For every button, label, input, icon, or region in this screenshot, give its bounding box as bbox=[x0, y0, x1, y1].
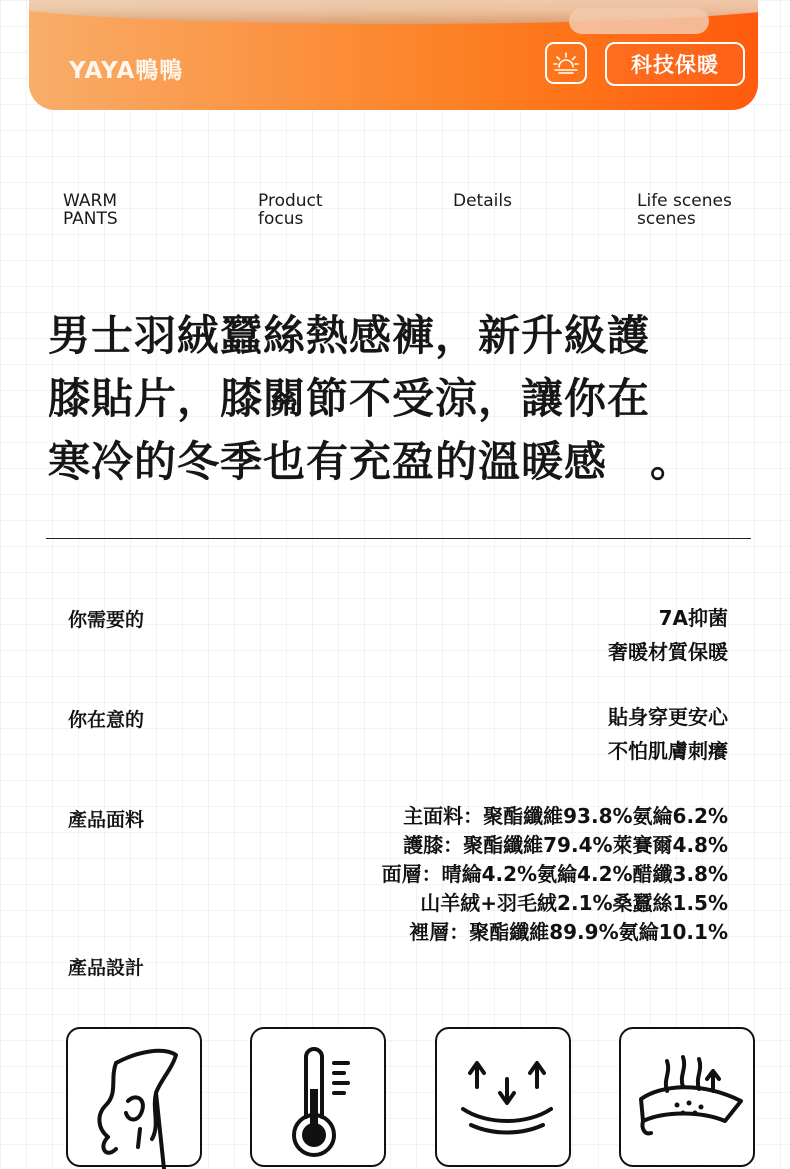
spec-value-line: 不怕肌膚刺癢 bbox=[608, 739, 728, 763]
hero-banner bbox=[29, 0, 758, 110]
nav-label: Details bbox=[453, 191, 512, 211]
spec-value-line: 山羊絨+羽毛絨2.1%桑蠶絲1.5% bbox=[420, 891, 728, 915]
nav-item-warm-pants[interactable] bbox=[63, 192, 118, 228]
spec-value-line: 裡層：聚酯纖維89.9%氨綸10.1% bbox=[409, 920, 728, 944]
breathable-arrows-icon bbox=[435, 1027, 571, 1167]
spec-label-design: 產品設計 bbox=[68, 957, 145, 979]
headline-line: 男士羽絨蠶絲熱感褲，新升級護 bbox=[48, 311, 651, 360]
section-divider bbox=[46, 538, 751, 539]
spec-value-line: 主面料：聚酯纖維93.8%氨綸6.2% bbox=[403, 804, 728, 828]
spec-value-line: 面層：晴綸4.2%氨綸4.2%醋纖3.8% bbox=[381, 862, 728, 886]
nav-item-details[interactable] bbox=[453, 192, 512, 210]
product-headline bbox=[48, 304, 768, 493]
spec-value-care bbox=[608, 703, 728, 766]
nav-label: focus bbox=[258, 209, 304, 229]
nav-label: scenes bbox=[637, 209, 696, 229]
spec-value-fabric bbox=[382, 802, 728, 947]
spec-value-line: 貼身穿更安心 bbox=[608, 705, 728, 729]
nav-label: Life scenes bbox=[637, 191, 732, 211]
nav-item-life-scenes[interactable] bbox=[637, 192, 732, 228]
spec-value-line: 7A抑菌 bbox=[658, 606, 728, 630]
headline-line: 寒冷的冬季也有充盈的溫暖感 。 bbox=[48, 437, 694, 486]
spec-value-line: 護膝：聚酯纖維79.4%萊賽爾4.8% bbox=[403, 833, 728, 857]
spec-label-fabric: 產品面料 bbox=[68, 809, 145, 831]
nav-item-product-focus[interactable] bbox=[258, 192, 323, 228]
knee-icon bbox=[66, 1027, 202, 1167]
headline-line: 膝貼片，膝關節不受涼，讓你在 bbox=[48, 374, 651, 423]
banner-feet-image bbox=[569, 8, 709, 34]
spec-label-need: 你需要的 bbox=[68, 609, 145, 631]
spec-value-need bbox=[608, 604, 728, 667]
brand-logo: YAYA鴨鴨 bbox=[69, 58, 184, 84]
nav-label: PANTS bbox=[63, 209, 118, 229]
layered-fabric-icon bbox=[619, 1027, 755, 1167]
spec-label-care: 你在意的 bbox=[68, 709, 145, 731]
thermometer-icon bbox=[250, 1027, 386, 1167]
tech-warmth-badge: 科技保暖 bbox=[605, 42, 745, 86]
section-nav bbox=[0, 192, 790, 236]
sunrise-icon bbox=[545, 42, 587, 84]
nav-label: WARM bbox=[63, 191, 117, 211]
spec-value-line: 奢暖材質保暖 bbox=[608, 640, 728, 664]
nav-label: Product bbox=[258, 191, 323, 211]
